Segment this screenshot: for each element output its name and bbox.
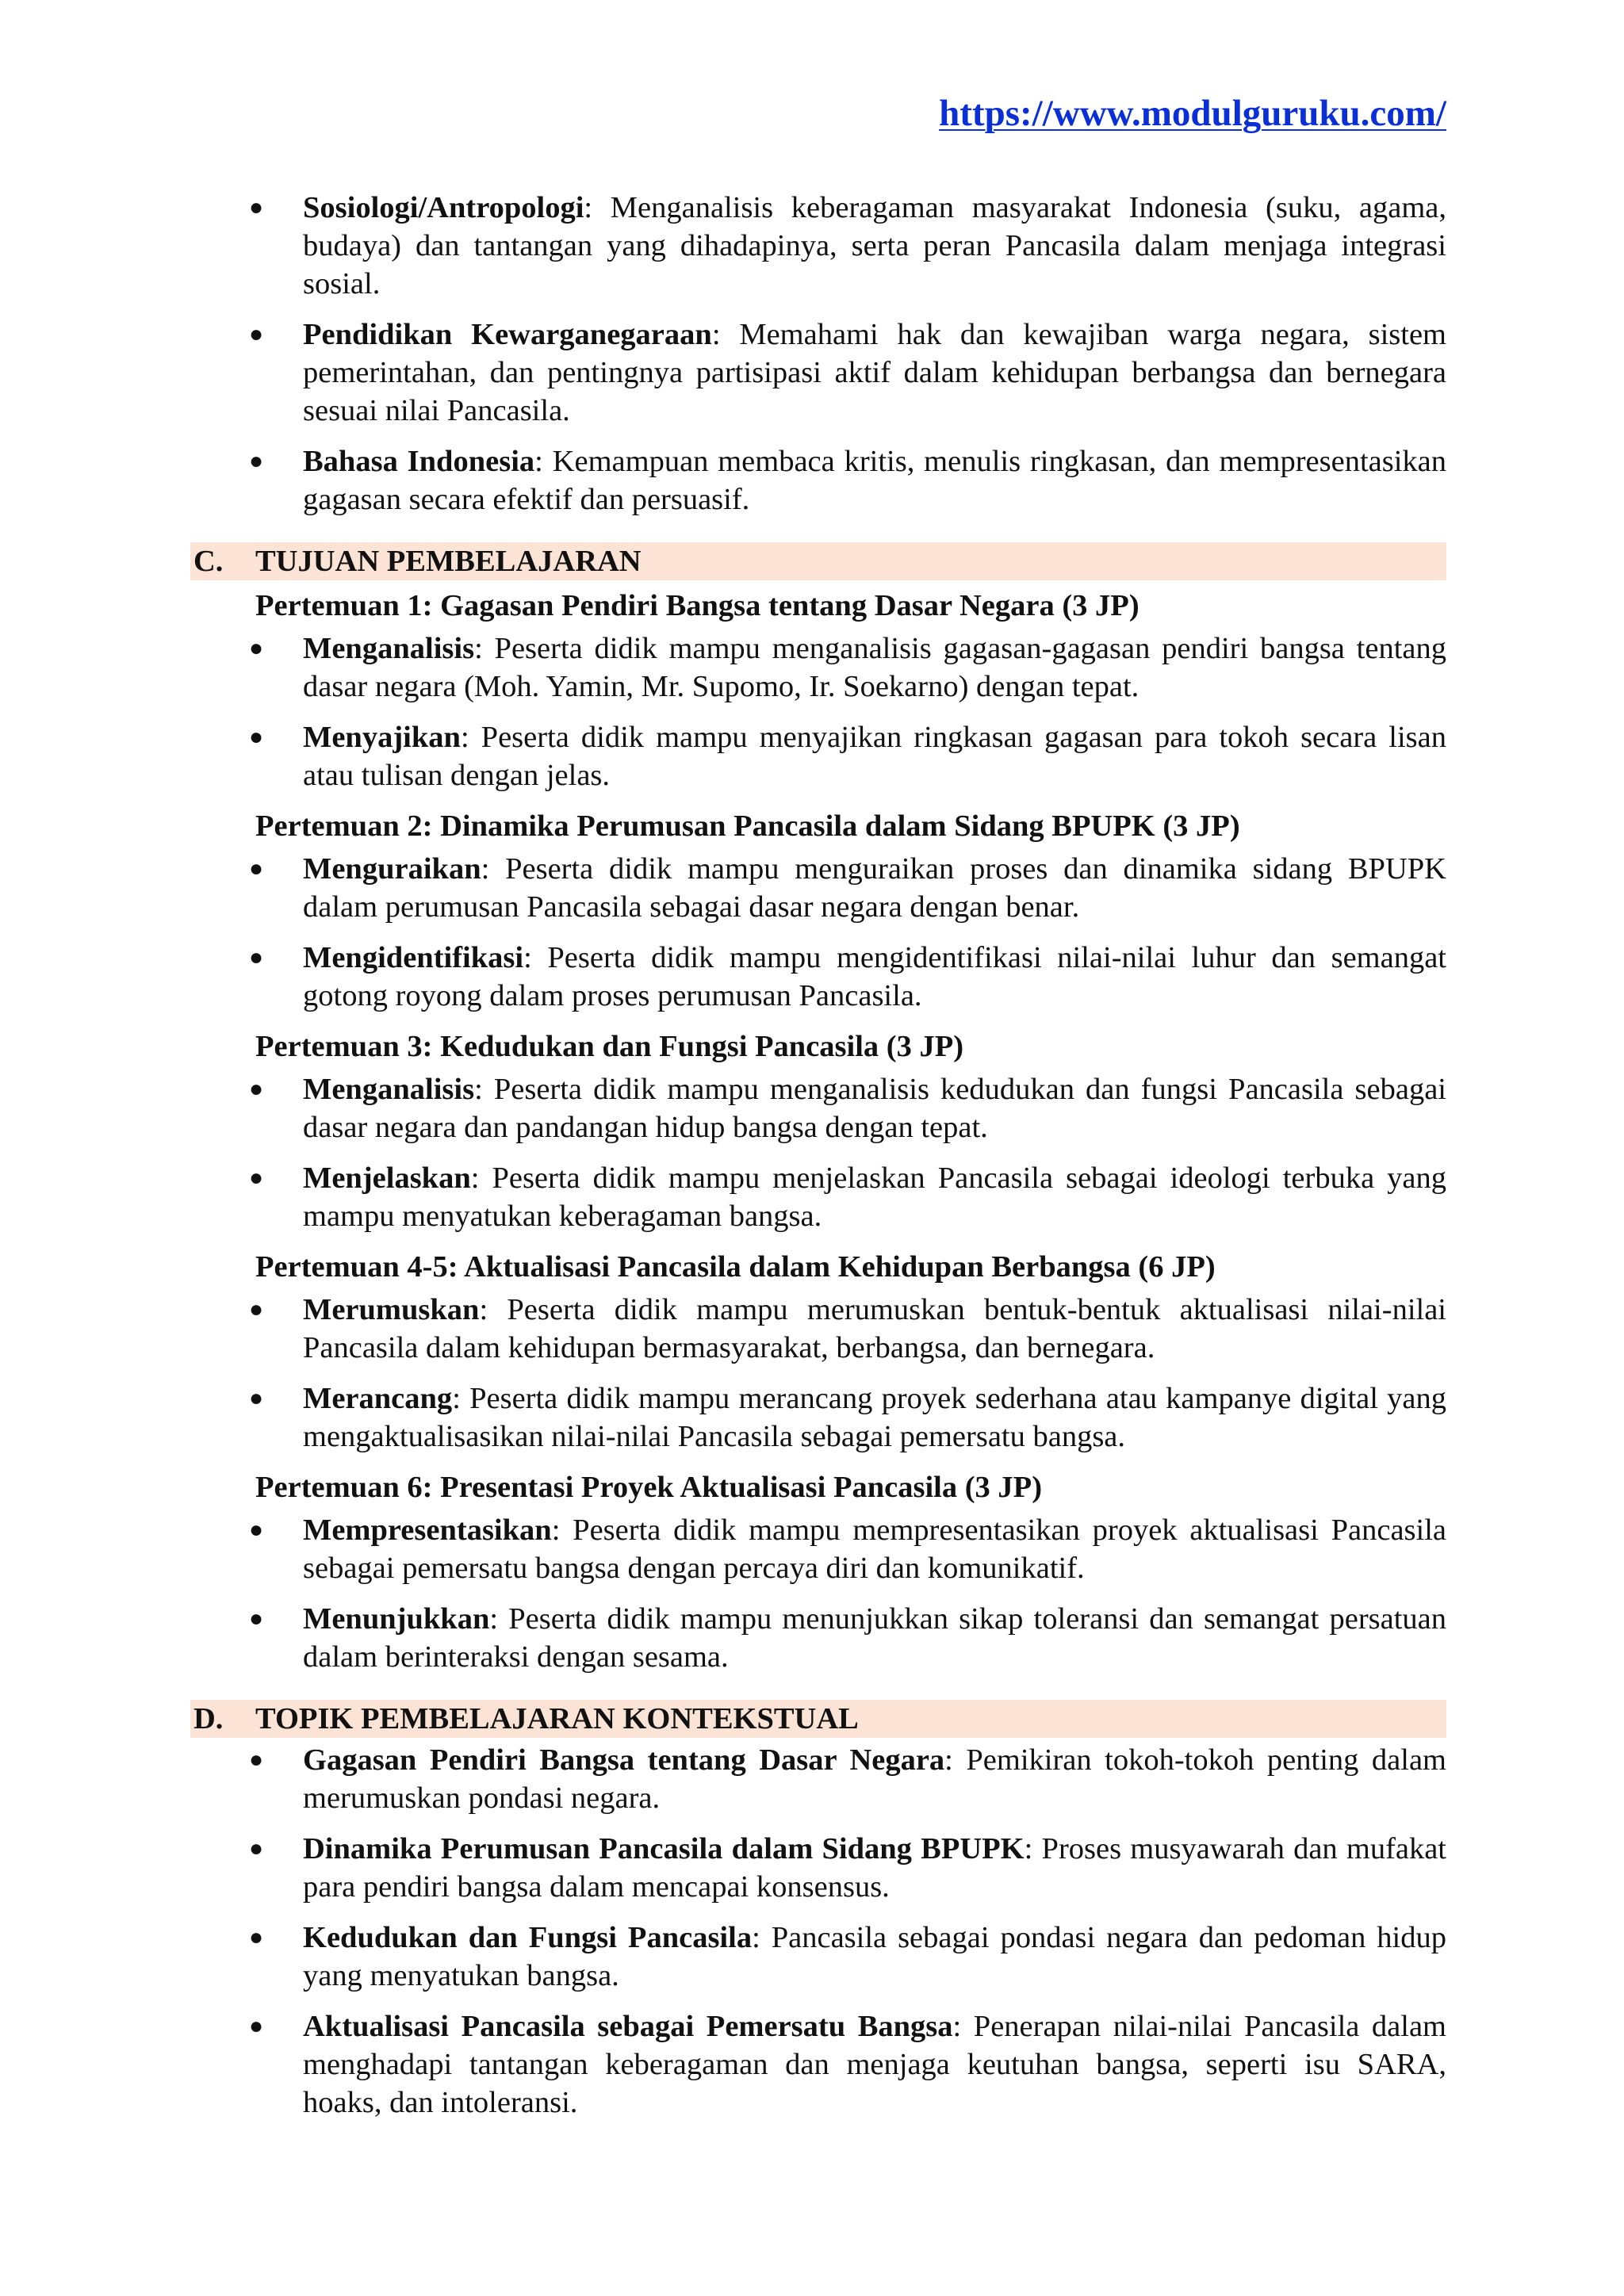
item-text: : Peserta didik mampu menguraikan proses dan dinamika sidang BPUPK dalam perumusan Pancasila sebagai dasar negara dengan benar. [303,852,1446,924]
list-item [190,189,1446,303]
item-term: Menganalisis [303,1073,475,1106]
item-term: Merumuskan [303,1293,480,1326]
bullet-icon: ● [249,1924,264,1950]
list-item [190,1600,1446,1676]
item-term: Sosiologi/Antropologi [303,191,584,224]
item-text: : Pemikiran tokoh-tokoh penting dalam merumuskan pondasi negara. [303,1743,1446,1815]
list-item [190,1830,1446,1906]
list-item [190,629,1446,706]
item-text: : Menganalisis keberagaman masyarakat Indonesia (suku, agama, budaya) dan tantangan yang dihadapinya, serta peran Pancasila dalam menjaga integrasi sosial. [303,191,1446,300]
list-item [190,442,1446,519]
list-item [190,1291,1446,1367]
item-text: : Pancasila sebagai pondasi negara dan pedoman hidup yang menyatukan bangsa. [303,1921,1447,1992]
bullet-icon: ● [249,321,264,347]
list-item [190,1919,1446,1995]
meeting-title: Pertemuan 6: Presentasi Proyek Aktualisasi Pancasila (3 JP) [255,1471,1043,1504]
item-term: Merancang [303,1382,453,1415]
item-term: Gagasan Pendiri Bangsa tentang Dasar Negara [303,1743,945,1777]
bullet-icon: ● [249,2013,264,2039]
item-text: : Proses musyawarah dan mufakat para pendiri bangsa dalam mencapai konsensus. [303,1832,1447,1904]
meeting-title: Pertemuan 1: Gagasan Pendiri Bangsa tentang Dasar Negara (3 JP) [255,589,1139,622]
list-item [190,850,1446,926]
item-term: Aktualisasi Pancasila sebagai Pemersatu Bangsa [303,2010,953,2043]
meeting-2-list [190,850,1446,1015]
list-item [190,718,1446,794]
item-term: Menguraikan [303,852,481,886]
section-letter: D. [193,1702,224,1735]
item-text: : Peserta didik mampu merancang proyek sederhana atau kampanye digital yang mengaktualisasikan nilai-nilai Pancasila sebagai pemersatu bangsa. [303,1382,1446,1453]
bullet-icon: ● [249,1605,264,1632]
item-term: Mengidentifikasi [303,941,524,974]
topic-list [190,1741,1446,2122]
bullet-icon: ● [249,1517,264,1543]
list-item [190,1159,1446,1235]
item-text: : Peserta didik mampu merumuskan bentuk-bentuk aktualisasi nilai-nilai Pancasila dalam kehidupan bermasyarakat, berbangsa, dan bernegara. [303,1293,1446,1364]
bullet-icon: ● [249,1165,264,1191]
section-letter: C. [193,545,224,578]
item-term: Bahasa Indonesia [303,445,535,478]
section-title: TUJUAN PEMBELAJARAN [255,545,642,578]
item-term: Mempresentasikan [303,1513,552,1547]
list-item [190,1070,1446,1146]
item-text: : Memahami hak dan kewajiban warga negara, sistem pemerintahan, dan pentingnya partisipasi aktif dalam kehidupan berbangsa dan bernegara sesuai nilai Pancasila. [303,318,1446,427]
section-title: TOPIK PEMBELAJARAN KONTEKSTUAL [255,1702,859,1735]
page-content [190,189,1446,2134]
section-d-heading [190,1700,1446,1738]
item-text: : Penerapan nilai-nilai Pancasila dalam menghadapi tantangan keberagaman dan menjaga keutuhan bangsa, seperti isu SARA, hoaks, dan intoleransi. [303,2010,1447,2119]
item-text: : Peserta didik mampu menganalisis gagasan-gagasan pendiri bangsa tentang dasar negara (Moh. Yamin, Mr. Supomo, Ir. Soekarno) dengan tepat. [303,632,1446,703]
meeting-title: Pertemuan 2: Dinamika Perumusan Pancasila dalam Sidang BPUPK (3 JP) [255,809,1240,843]
bullet-icon: ● [249,448,264,474]
bullet-icon: ● [249,1385,264,1411]
item-text: : Kemampuan membaca kritis, menulis ringkasan, dan mempresentasikan gagasan secara efektif dan persuasif. [303,445,1447,516]
meeting-title: Pertemuan 4-5: Aktualisasi Pancasila dalam Kehidupan Berbangsa (6 JP) [255,1250,1216,1284]
item-text: : Peserta didik mampu menunjukkan sikap toleransi dan semangat persatuan dalam berinteraksi dengan sesama. [303,1602,1446,1674]
item-term: Menyajikan [303,721,461,754]
item-term: Kedudukan dan Fungsi Pancasila [303,1921,753,1954]
bullet-icon: ● [249,1835,264,1862]
meeting-4-5-list [190,1291,1446,1456]
bullet-icon: ● [249,944,264,970]
item-text: : Peserta didik mampu mengidentifikasi nilai-nilai luhur dan semangat gotong royong dalam proses perumusan Pancasila. [303,941,1446,1012]
section-c-heading [190,542,1446,580]
intro-list [190,189,1446,519]
bullet-icon: ● [249,1296,264,1322]
item-text: : Peserta didik mampu menyajikan ringkasan gagasan para tokoh secara lisan atau tulisan dengan jelas. [303,721,1446,792]
list-item [190,1380,1446,1456]
item-term: Menjelaskan [303,1161,471,1195]
bullet-icon: ● [249,635,264,661]
bullet-icon: ● [249,1076,264,1102]
bullet-icon: ● [249,855,264,882]
list-item [190,316,1446,430]
item-text: : Peserta didik mampu menjelaskan Pancasila sebagai ideologi terbuka yang mampu menyatukan keberagaman bangsa. [303,1161,1446,1233]
item-text: : Peserta didik mampu menganalisis kedudukan dan fungsi Pancasila sebagai dasar negara dan pandangan hidup bangsa dengan tepat. [303,1073,1446,1144]
list-item [190,1741,1446,1817]
list-item [190,939,1446,1015]
list-item [190,2007,1446,2122]
item-term: Menganalisis [303,632,475,665]
bullet-icon: ● [249,1747,264,1773]
header-url-link[interactable]: https://www.modulguruku.com/ [939,93,1446,134]
list-item [190,1511,1446,1587]
item-term: Dinamika Perumusan Pancasila dalam Sidang BPUPK [303,1832,1025,1866]
meeting-1-list [190,629,1446,794]
bullet-icon: ● [249,724,264,750]
item-term: Pendidikan Kewarganegaraan [303,318,712,351]
bullet-icon: ● [249,194,264,220]
meeting-title: Pertemuan 3: Kedudukan dan Fungsi Pancasila (3 JP) [255,1030,964,1063]
meeting-6-list [190,1511,1446,1676]
item-text: : Peserta didik mampu mempresentasikan proyek aktualisasi Pancasila sebagai pemersatu bangsa dengan percaya diri dan komunikatif. [303,1513,1446,1585]
item-term: Menunjukkan [303,1602,490,1636]
meeting-3-list [190,1070,1446,1235]
